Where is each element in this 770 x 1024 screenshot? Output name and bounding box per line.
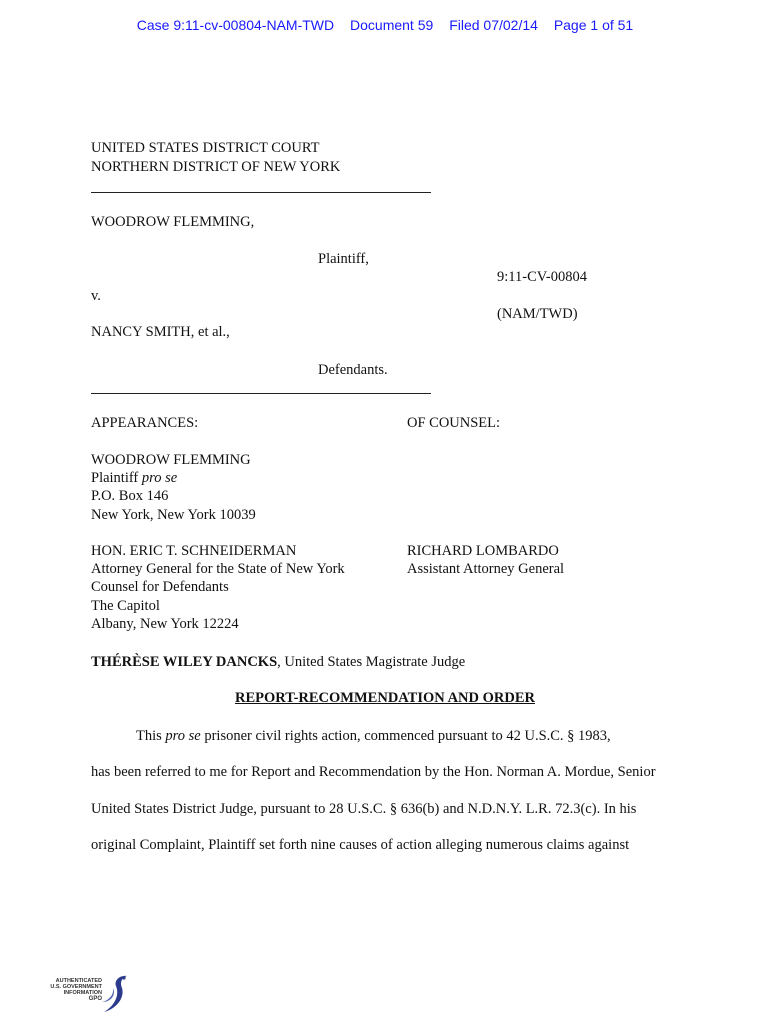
gpo-eagle-icon bbox=[100, 972, 130, 1016]
body-line-3: United States District Judge, pursuant to 28 U.S.C. § 636(b) and N.D.N.Y. L.R. 72.3(c). In his bbox=[91, 801, 637, 817]
seal-text: AUTHENTICATED U.S. GOVERNMENT INFORMATION GPO bbox=[50, 978, 102, 1002]
pro-se-italic: pro se bbox=[141, 470, 178, 486]
plaintiff-block-name: WOODROW FLEMMING bbox=[91, 452, 251, 468]
body-line-1: This pro se prisoner civil rights action, commenced pursuant to 42 U.S.C. § 1983, bbox=[136, 728, 611, 744]
plaintiff-name: WOODROW FLEMMING, bbox=[91, 214, 255, 230]
court-name: UNITED STATES DISTRICT COURT bbox=[91, 140, 320, 156]
defense-address-1: The Capitol bbox=[91, 598, 160, 614]
plaintiff-address-2: New York, New York 10039 bbox=[91, 507, 256, 523]
report-title: REPORT-RECOMMENDATION AND ORDER bbox=[235, 690, 535, 706]
defense-block-name: HON. ERIC T. SCHNEIDERMAN bbox=[91, 543, 297, 559]
filing-header bbox=[0, 17, 770, 33]
of-counsel-name: RICHARD LOMBARDO bbox=[407, 543, 559, 559]
page-count-header: Page 1 of 51 bbox=[553, 17, 634, 33]
of-counsel-heading: OF COUNSEL: bbox=[407, 415, 501, 431]
body-line-2: has been referred to me for Report and Recommendation by the Hon. Norman A. Mordue, Senior bbox=[91, 764, 656, 780]
defendant-role: Defendants. bbox=[318, 362, 388, 378]
plaintiff-role: Plaintiff, bbox=[318, 251, 369, 267]
appearances-heading: APPEARANCES: bbox=[91, 415, 199, 431]
case-number-header: Case 9:11-cv-00804-NAM-TWD bbox=[136, 17, 335, 33]
defense-block-title: Attorney General for the State of New York bbox=[91, 561, 345, 577]
case-suffix: (NAM/TWD) bbox=[497, 306, 578, 322]
versus: v. bbox=[91, 288, 101, 304]
defendant-name: NANCY SMITH, et al., bbox=[91, 324, 230, 340]
of-counsel-title: Assistant Attorney General bbox=[407, 561, 565, 577]
defense-block-role: Counsel for Defendants bbox=[91, 579, 229, 595]
judge-line bbox=[91, 654, 465, 671]
plaintiff-block-role: Plaintiff pro se bbox=[91, 470, 178, 486]
document-number-header: Document 59 bbox=[350, 17, 434, 33]
gpo-authentication-seal bbox=[44, 972, 130, 1016]
caption-rule-bottom bbox=[91, 393, 431, 394]
filed-date-header: Filed 07/02/14 bbox=[449, 17, 538, 33]
pro-se-italic-body: pro se bbox=[165, 728, 201, 744]
judge-title: , United States Magistrate Judge bbox=[277, 654, 466, 670]
plaintiff-address-1: P.O. Box 146 bbox=[91, 488, 169, 504]
case-number: 9:11-CV-00804 bbox=[497, 269, 587, 285]
caption-rule-top bbox=[91, 192, 431, 193]
court-district: NORTHERN DISTRICT OF NEW YORK bbox=[91, 159, 341, 175]
judge-name: THÉRÈSE WILEY DANCKS bbox=[91, 654, 278, 670]
defense-address-2: Albany, New York 12224 bbox=[91, 616, 239, 632]
body-line-4: original Complaint, Plaintiff set forth nine causes of action alleging numerous claims against bbox=[91, 837, 630, 853]
